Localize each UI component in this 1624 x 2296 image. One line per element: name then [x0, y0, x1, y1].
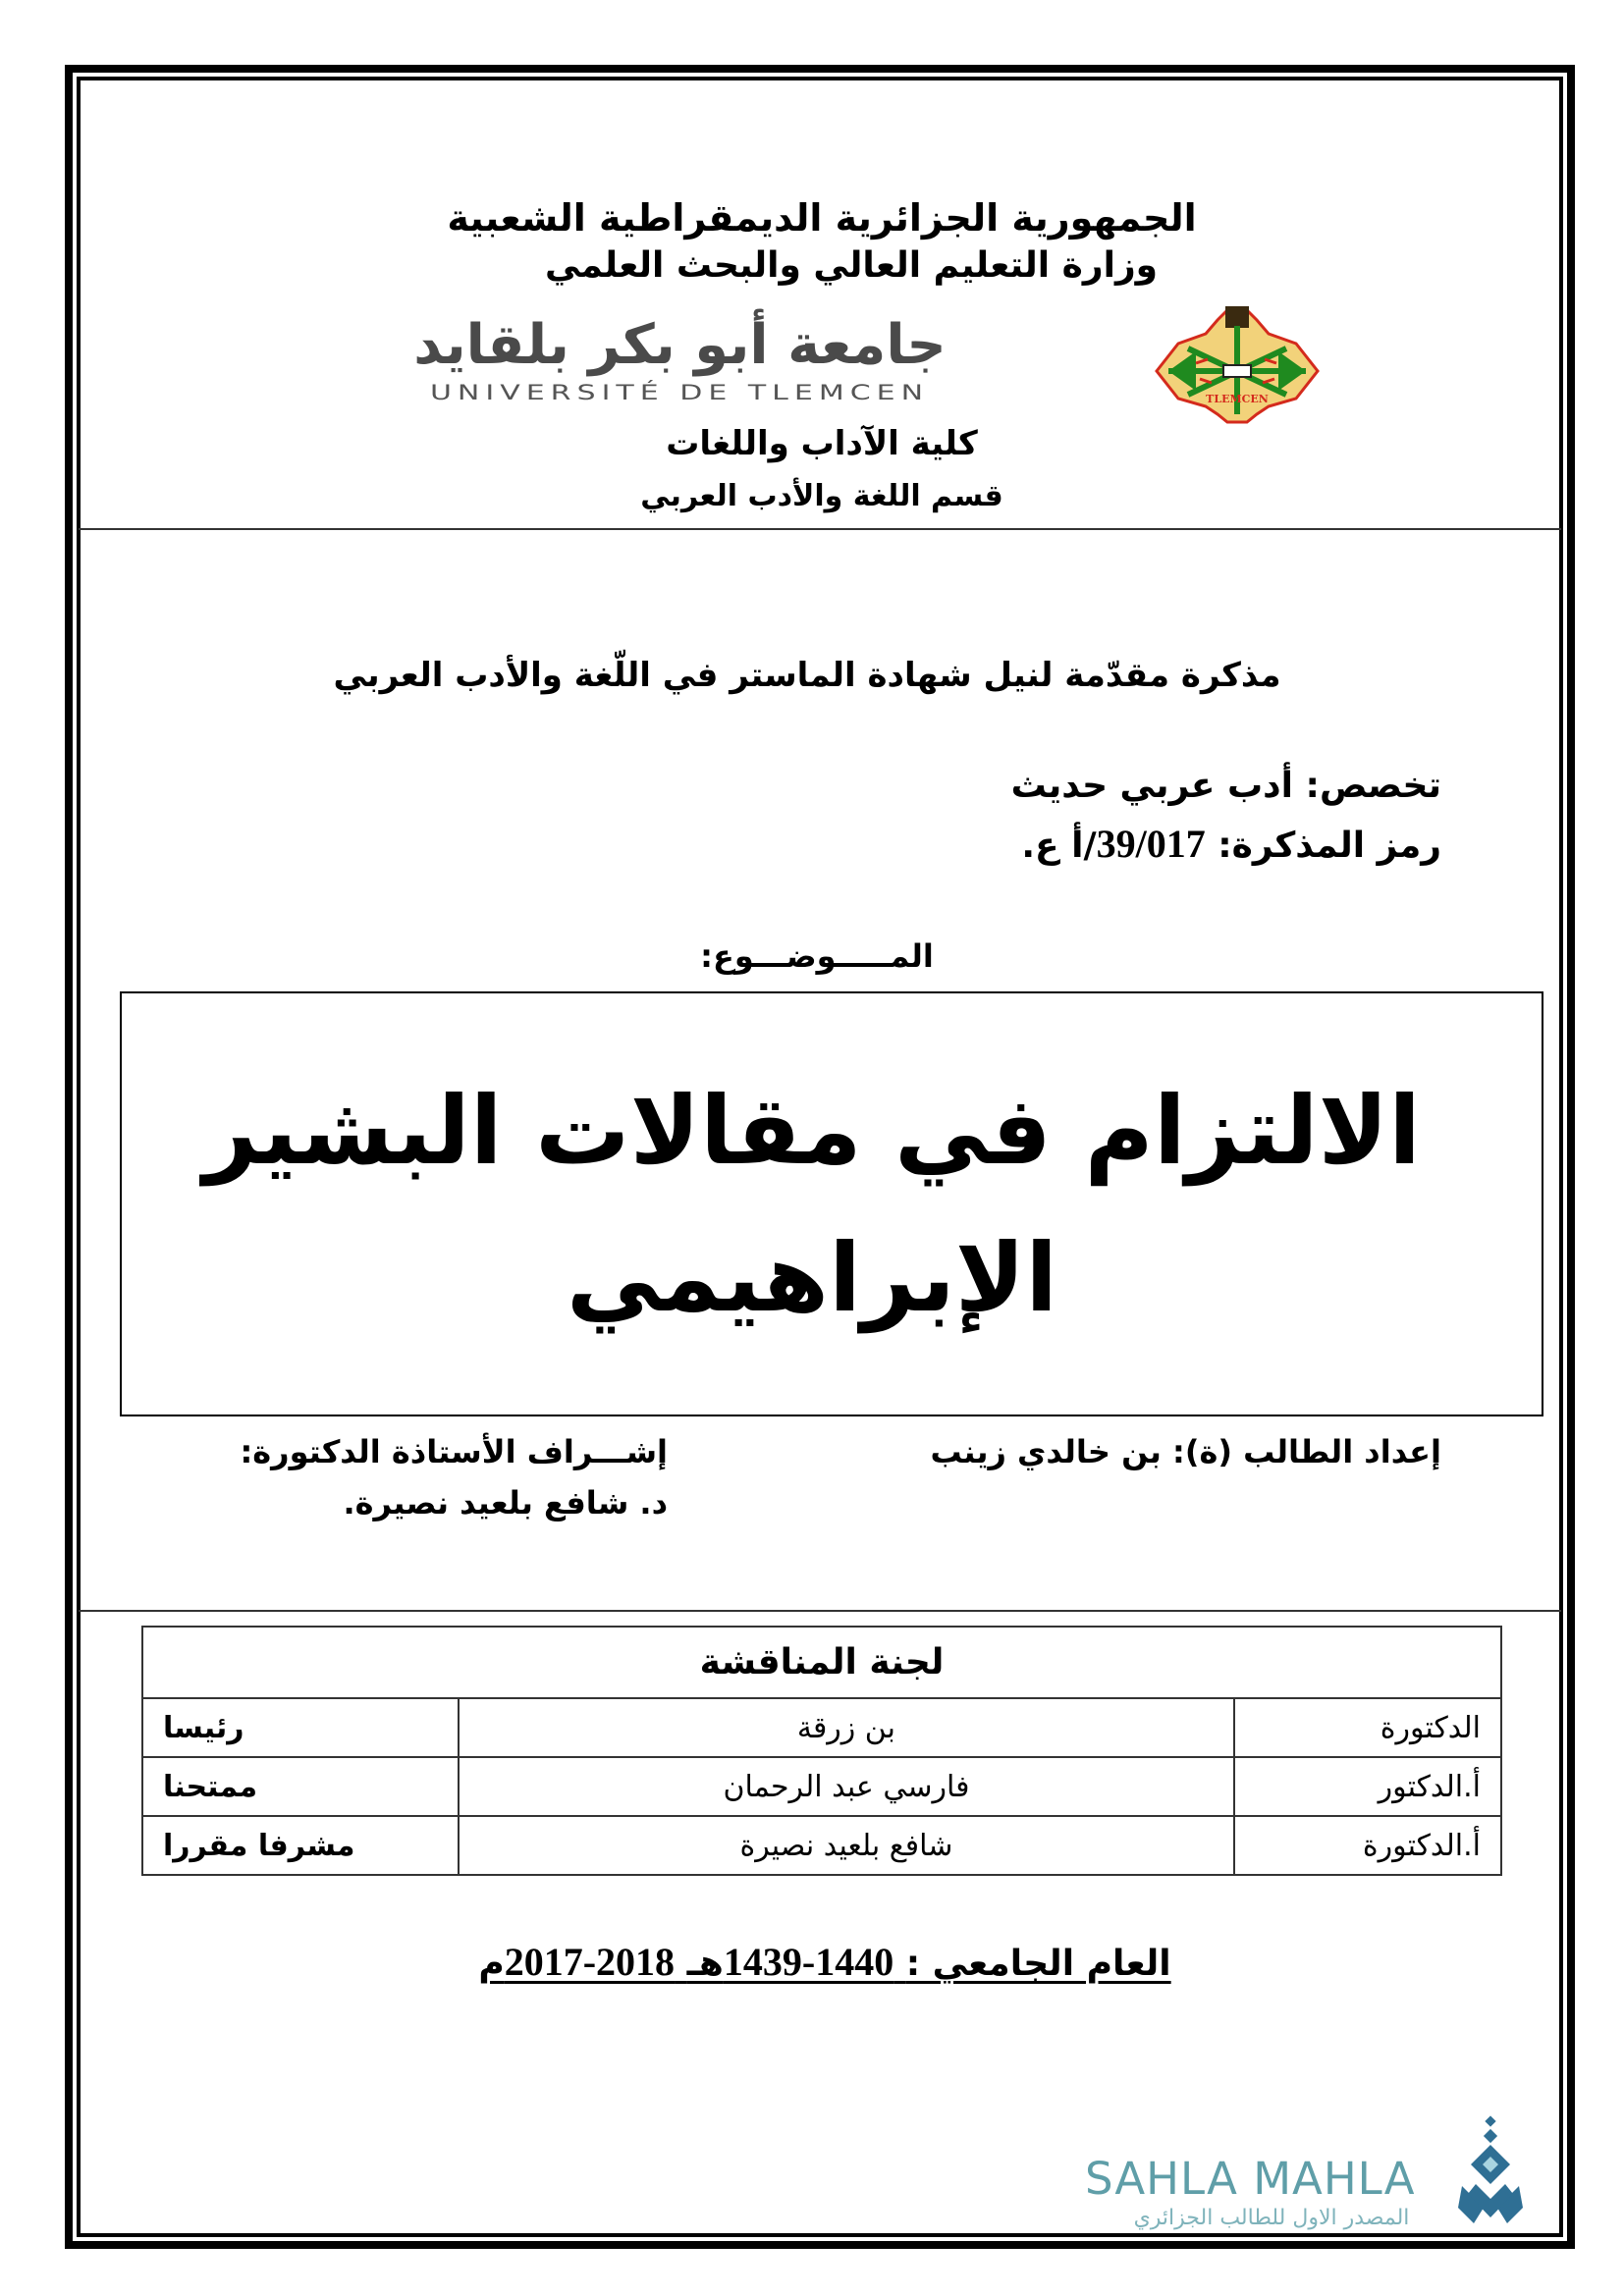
academic-year-label: العام الجامعي :	[905, 1944, 1171, 1984]
specialty-line	[1011, 766, 1441, 806]
supervisor-name: د. شافع بلعيد نصيرة.	[343, 1484, 668, 1522]
member-name: بن زرقة	[459, 1698, 1235, 1757]
gregorian-suffix: م	[478, 1944, 505, 1984]
thesis-title-line-2: الإبراهيمي	[566, 1222, 1058, 1333]
sahla-mahla-logo-icon	[1456, 2115, 1525, 2228]
academic-year	[437, 1939, 1213, 1985]
memo-code-suffix: /أ ع.	[1021, 826, 1097, 866]
university-crest-icon	[1149, 304, 1326, 427]
student-name: بن خالدي زينب	[930, 1433, 1162, 1470]
specialty-label: تخصص:	[1305, 766, 1441, 806]
committee-table	[141, 1626, 1502, 1876]
university-arabic-name: جامعة أبو بكر بلقايد	[413, 313, 947, 377]
memo-purpose: مذكرة مقدّمة لنيل شهادة الماستر في اللّغة والأدب العربي	[333, 656, 1281, 695]
supervisor-label: إشـــراف الأستاذة الدكتورة:	[240, 1433, 668, 1470]
student-line	[931, 1433, 1442, 1470]
sahla-mahla-watermark	[1085, 2115, 1556, 2233]
memo-code-label: رمز المذكرة:	[1218, 826, 1441, 866]
faculty-name: كلية الآداب واللغات	[666, 424, 978, 463]
member-title: أ.الدكتورة	[1234, 1816, 1501, 1875]
hijri-year: 1439-1440	[723, 1940, 894, 1984]
gregorian-year: 2017-2018	[504, 1940, 676, 1984]
ministry-heading: وزارة التعليم العالي والبحث العلمي	[544, 245, 1159, 286]
hijri-suffix: هـ	[686, 1944, 724, 1984]
table-row	[142, 1816, 1501, 1875]
student-label: إعداد الطالب (ة):	[1172, 1433, 1441, 1470]
country-heading: الجمهورية الجزائرية الديمقراطية الشعبية	[447, 196, 1197, 240]
member-name: شافع بلعيد نصيرة	[459, 1816, 1235, 1875]
member-title: الدكتورة	[1234, 1698, 1501, 1757]
table-row	[142, 1698, 1501, 1757]
member-role: رئيسا	[142, 1698, 459, 1757]
header-divider	[79, 528, 1561, 530]
member-name: فارسي عبد الرحمان	[459, 1757, 1235, 1816]
thesis-title	[122, 993, 1542, 1415]
watermark-tagline: المصدر الاول للطالب الجزائري	[1133, 2206, 1410, 2230]
university-logo	[231, 304, 1340, 422]
member-role: ممتحنا	[142, 1757, 459, 1816]
subject-label: المـــــوضـــوع:	[700, 937, 934, 975]
committee-divider	[79, 1610, 1561, 1612]
member-title: أ.الدكتور	[1234, 1757, 1501, 1816]
thesis-title-box	[120, 991, 1543, 1416]
committee-heading: لجنة المناقشة	[142, 1627, 1501, 1698]
table-row	[142, 1757, 1501, 1816]
memo-code-value: 39/017	[1096, 822, 1206, 866]
university-latin-name: UNIVERSITÉ DE TLEMCEN	[429, 381, 930, 405]
specialty-value: أدب عربي حديث	[1010, 766, 1293, 806]
department-name: قسم اللغة والأدب العربي	[640, 479, 1003, 513]
thesis-title-line-1: الالتزام في مقالات البشير	[202, 1075, 1422, 1186]
svg-text:TLEMCEN: TLEMCEN	[1206, 393, 1269, 405]
watermark-brand: SAHLA MAHLA	[1085, 2153, 1416, 2205]
member-role: مشرفا مقررا	[142, 1816, 459, 1875]
memo-code-line	[1021, 821, 1441, 867]
